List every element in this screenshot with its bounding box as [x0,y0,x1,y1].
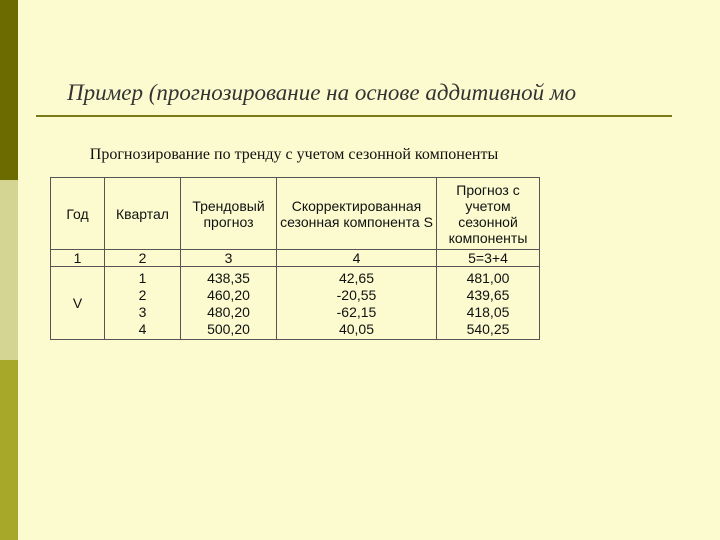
trend-value: 460,20 [207,286,250,303]
header-forecast: Прогноз с учетом сезонной компоненты [437,178,540,250]
seasonal-value: 40,05 [338,320,375,337]
colnum-seasonal: 4 [277,250,437,267]
quarter-value: 2 [138,286,147,303]
forecast-cell [437,267,540,340]
forecast-value: 481,00 [466,269,510,286]
trend-value: 438,35 [207,269,250,286]
slide-title: Пример (прогнозирование на основе аддитивной мо [67,80,577,105]
colnum-trend: 3 [181,250,277,267]
quarter-value: 4 [138,320,147,337]
data-row [51,267,540,340]
quarter-cell [105,267,181,340]
colnum-quarter: 2 [105,250,181,267]
decor-bar-mid [0,360,18,540]
quarter-value: 3 [138,303,147,320]
header-trend: Трендовый прогноз [181,178,277,250]
trend-cell [181,267,277,340]
seasonal-value: -20,55 [336,286,377,303]
header-row [51,178,540,250]
decor-bar-light [0,180,18,360]
header-year: Год [51,178,105,250]
forecast-value: 439,65 [466,286,510,303]
forecast-table [50,177,540,340]
table-caption: Прогнозирование по тренду с учетом сезонной компоненты [89,146,499,163]
seasonal-cell [277,267,437,340]
year-value: V [51,267,105,340]
colnum-forecast: 5=3+4 [437,250,540,267]
seasonal-value: -62,15 [336,303,377,320]
decor-bar-dark [0,0,18,180]
header-seasonal: Скорректированная сезонная компонента S [277,178,437,250]
column-number-row [51,250,540,267]
forecast-value: 418,05 [466,303,510,320]
colnum-year: 1 [51,250,105,267]
forecast-value: 540,25 [466,320,510,337]
seasonal-value: 42,65 [338,269,375,286]
trend-value: 480,20 [207,303,250,320]
header-quarter: Квартал [105,178,181,250]
trend-value: 500,20 [207,320,250,337]
quarter-value: 1 [138,269,147,286]
title-underline [36,115,672,117]
